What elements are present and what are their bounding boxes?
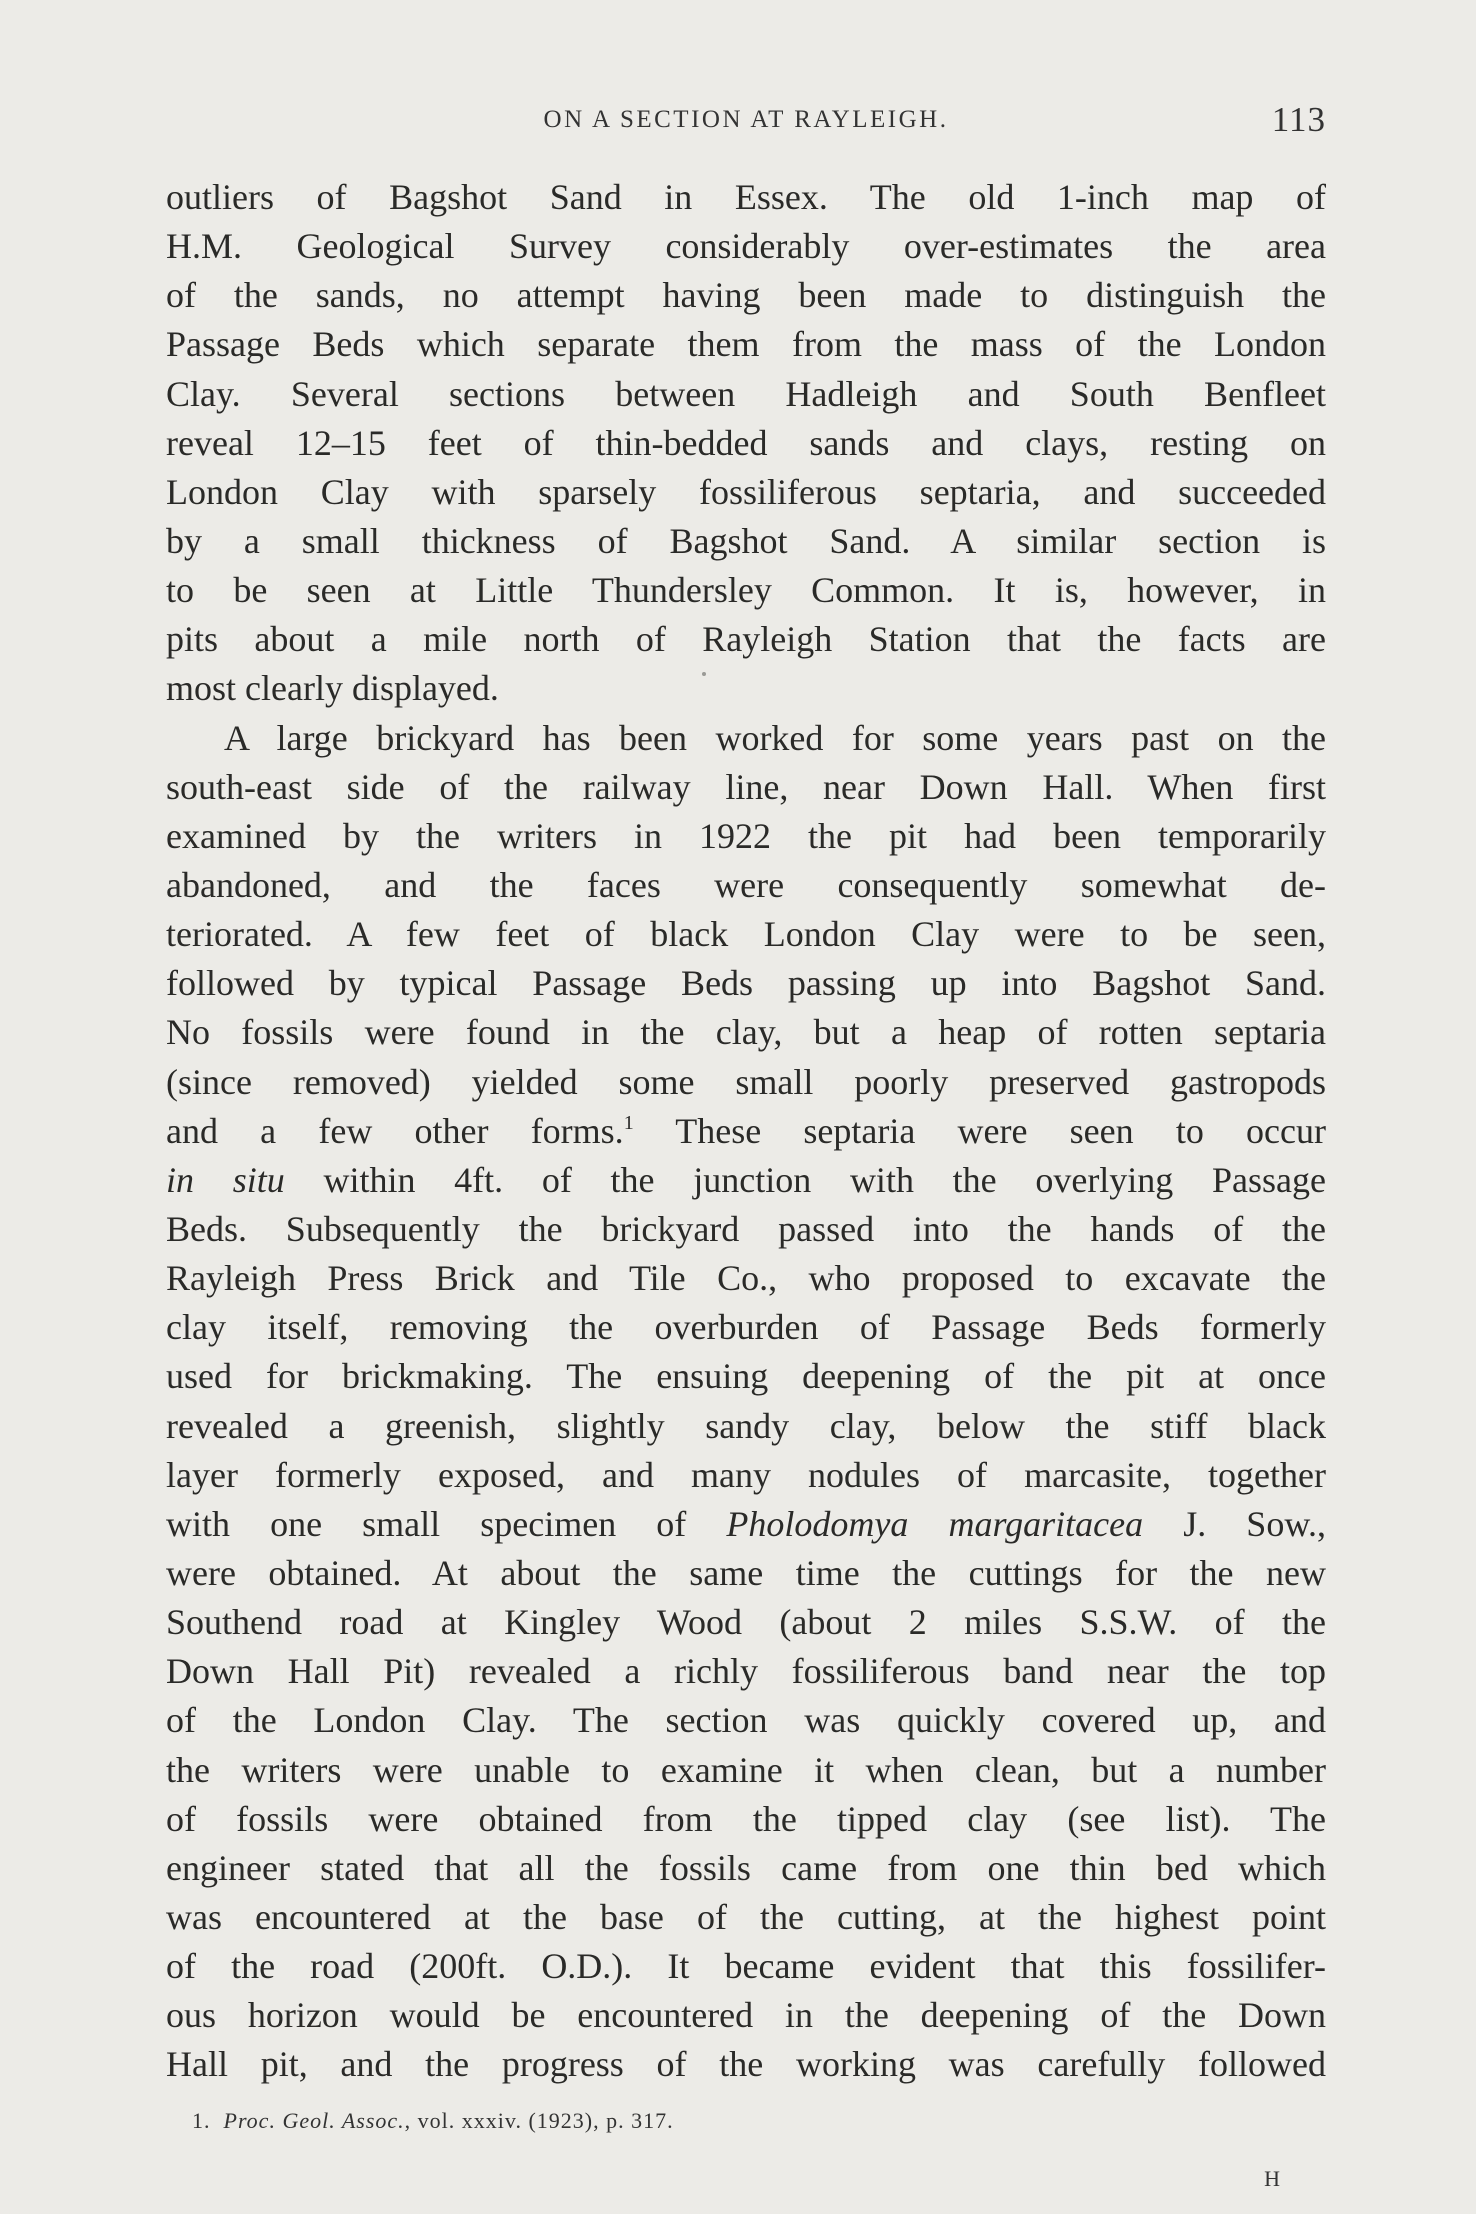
text-segment: and a few other forms.: [166, 1110, 624, 1151]
text-line: of the London Clay. The section was quickly covered up, and: [166, 1700, 1326, 1741]
text-line: pits about a mile north of Rayleigh Station that the facts are: [166, 619, 1326, 660]
text-line: Down Hall Pit) revealed a richly fossiliferous band near the top: [166, 1651, 1326, 1692]
running-title: ON A SECTION AT RAYLEIGH.: [543, 106, 949, 133]
species-name: Pholodomya margaritacea: [726, 1503, 1144, 1544]
paragraph-first-line: A large brickyard has been worked for some years past on the: [224, 717, 1326, 758]
text-line: teriorated. A few feet of black London Clay were to be seen,: [166, 914, 1326, 955]
text-line: layer formerly exposed, and many nodules of marcasite, together: [166, 1454, 1326, 1495]
text-line: Hall pit, and the progress of the working was carefully followed: [166, 2044, 1326, 2085]
text-line-with-italic: [166, 1156, 1326, 1205]
text-line: was encountered at the base of the cutting, at the highest point: [166, 1896, 1326, 1937]
text-line: Rayleigh Press Brick and Tile Co., who proposed to excavate the: [166, 1258, 1326, 1299]
text-line: south-east side of the railway line, near Down Hall. When first: [166, 766, 1326, 807]
text-segment: with one small specimen of: [166, 1503, 727, 1544]
footnote-number: 1.: [192, 2108, 211, 2133]
text-line-with-italic: [166, 1500, 1326, 1549]
text-line: Southend road at Kingley Wood (about 2 miles S.S.W. of the: [166, 1602, 1326, 1643]
body-text: [166, 173, 1326, 2089]
text-line: H.M. Geological Survey considerably over-estimates the area: [166, 226, 1326, 267]
text-line: Beds. Subsequently the brickyard passed into the hands of the: [166, 1208, 1326, 1249]
footnote: [192, 2108, 674, 2134]
footnote-reference: 1: [623, 1111, 634, 1134]
signature-mark: H: [1264, 2166, 1280, 2191]
text-line: No fossils were found in the clay, but a heap of rotten septaria: [166, 1012, 1326, 1053]
footnote-citation: , vol. xxxiv. (1923), p. 317.: [404, 2108, 674, 2133]
text-segment: within 4ft. of the junction with the overlying Passage: [284, 1159, 1326, 1200]
text-line: reveal 12–15 feet of thin-bedded sands and clays, resting on: [166, 422, 1326, 463]
page-number: 113: [1271, 100, 1326, 139]
text-line: followed by typical Passage Beds passing up into Bagshot Sand.: [166, 963, 1326, 1004]
text-line: abandoned, and the faces were consequently somewhat de-: [166, 864, 1326, 905]
text-line: of the road (200ft. O.D.). It became evident that this fossilifer-: [166, 1946, 1326, 1987]
text-line: most clearly displayed.: [166, 668, 499, 709]
text-line: clay itself, removing the overburden of Passage Beds formerly: [166, 1307, 1326, 1348]
text-line: outliers of Bagshot Sand in Essex. The old 1-inch map of: [166, 177, 1326, 217]
text-line: ous horizon would be encountered in the deepening of the Down: [166, 1995, 1326, 2036]
text-line: Passage Beds which separate them from the mass of the London: [166, 324, 1326, 365]
text-segment: These septaria were seen to occur: [633, 1110, 1326, 1151]
text-line: (since removed) yielded some small poorly preserved gastropods: [166, 1061, 1326, 1102]
text-line: Clay. Several sections between Hadleigh and South Benfleet: [166, 373, 1326, 414]
text-line: to be seen at Little Thundersley Common. It is, however, in: [166, 570, 1326, 611]
text-line: examined by the writers in 1922 the pit had been temporarily: [166, 815, 1326, 856]
italic-term: in situ: [166, 1159, 285, 1200]
text-line: engineer stated that all the fossils came from one thin bed which: [166, 1847, 1326, 1888]
text-line: of fossils were obtained from the tipped clay (see list). The: [166, 1798, 1326, 1839]
text-line: of the sands, no attempt having been made to distinguish the: [166, 275, 1326, 316]
text-line: by a small thickness of Bagshot Sand. A similar section is: [166, 520, 1326, 561]
running-head: [166, 100, 1326, 140]
text-line: used for brickmaking. The ensuing deepening of the pit at once: [166, 1356, 1326, 1397]
footnote-journal: Proc. Geol. Assoc.: [223, 2108, 405, 2133]
text-segment: J. Sow.,: [1143, 1503, 1326, 1544]
text-line: the writers were unable to examine it when clean, but a number: [166, 1749, 1326, 1790]
text-line: were obtained. At about the same time the cuttings for the new: [166, 1552, 1326, 1593]
print-speck: [702, 672, 706, 676]
text-line: London Clay with sparsely fossiliferous septaria, and succeeded: [166, 471, 1326, 512]
text-line: revealed a greenish, slightly sandy clay, below the stiff black: [166, 1405, 1326, 1446]
text-line-with-footnote: [166, 1107, 1326, 1156]
